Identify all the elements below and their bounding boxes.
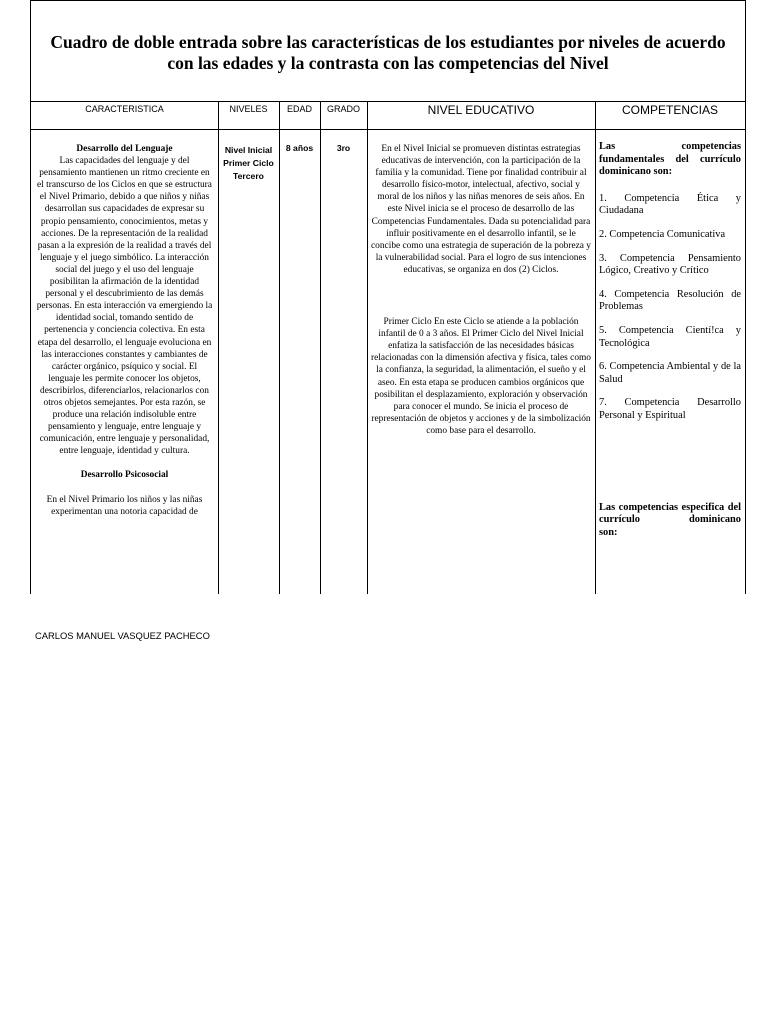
lenguaje-text: Las capacidades del lenguaje y del pensamiento mantienen un ritmo creciente en el transcurso de los Ciclos en que se estructura el Nivel Primario, debido a que niños y niñas desarrollan sus capacidades de expresar su propio pensamiento, conocimientos, metas y acciones. De la representación de la realidad pasan a la expresión de la realidad a través del lenguaje y el juego simbólico. La interacción social del juego y el uso del lenguaje posibilitan la afirmación de la identidad personal y el descubrimiento de las demás personas. En esta interacción va emergiendo la identidad social, tomando sentido de pertenencia y conciencia colectiva. En esta etapa del desarrollo, el lenguaje evoluciona en las interacciones constantes y cambiantes de carácter orgánico, psíquico y social. El lenguaje les permite conocer los objetos, describirlos, diferenciarlos, relacionarlos con otros objetos semejantes. Por esta razón, se produce una relación indisoluble entre pensamiento y lenguaje, entre lenguaje y comunicación, entre lenguaje y personalidad, entre lenguaje, identidad y cultura. <box>36 156 213 457</box>
header-nivel-educativo: NIVEL EDUCATIVO <box>367 102 595 130</box>
header-niveles: NIVELES <box>218 102 279 130</box>
nivel-educativo-paragraph-2: Primer Ciclo En este Ciclo se atiende a la población infantil de 0 a 3 años. El Primer Ciclo del Nivel Inicial enfatiza la satisfacción de las necesidades básicas relacionadas con la dimensión afectiva y física, tales como la confianza, la seguridad, la alimentación, el sueño y el aseo. En esta etapa se producen cambios orgánicos que posibilitan el desplazamiento, exploración y observación para conocer el mundo. Se inicia el proceso de representación de objetos y acciones y de la simbolización como base para el desarrollo. <box>371 317 591 436</box>
psicosocial-heading: Desarrollo Psicosocial <box>80 470 169 481</box>
double-entry-table <box>30 0 746 594</box>
competencia-item: 1. Competencia Ética y Ciudadana <box>599 192 741 217</box>
psicosocial-text: En el Nivel Primario los niños y las niñas experimentan una notoria capacidad de <box>46 494 203 517</box>
author-name: CARLOS MANUEL VASQUEZ PACHECO <box>35 630 210 641</box>
competencia-item: 5. Competencia Cientí!ca y Tecnológica <box>599 324 741 349</box>
cell-caracteristica <box>31 131 218 594</box>
competencia-item: 6. Competencia Ambiental y de la Salud <box>599 361 741 385</box>
competencia-item: 7. Competencia Desarrollo Personal y Espiritual <box>599 397 741 421</box>
header-edad: EDAD <box>279 102 320 130</box>
competencias-fundamentales-intro: Las competencias fundamentales del currículo dominicano son: <box>599 141 741 178</box>
nivel-educativo-paragraph-1: En el Nivel Inicial se promueven distintas estrategias educativas de intervención, con la participación de la familia y la comunidad. Tiene por finalidad contribuir al desarrollo físico-motor, intelectual, afectivo, social y moral de los niños y las niñas menores de seis años. En este Nivel inicia se el proceso de desarrollo de las Competencias Fundamentales. Dada su potencialidad para influir positivamente en el desarrollo infantil, se le concibe como una estrategia de superación de la pobreza y la vulnerabilidad social. Para el logro de sus intenciones educativas, se organiza en dos (2) Ciclos. <box>371 144 591 275</box>
competencias-especificas-intro: Las competencias especifica del currículo dominicano son: <box>599 501 741 538</box>
header-competencias: COMPETENCIAS <box>595 102 745 130</box>
lenguaje-heading: Desarrollo del Lenguaje <box>76 144 173 154</box>
header-grado: GRADO <box>320 102 367 130</box>
competencia-item: 2. Competencia Comunicativa <box>599 228 726 240</box>
cell-competencias <box>595 131 745 594</box>
cell-nivel-educativo <box>367 131 595 594</box>
header-caracteristica: CARACTERISTICA <box>31 102 218 130</box>
cell-niveles: Nivel Inicial Primer Ciclo Tercero <box>223 145 274 181</box>
competencia-item: 3. Competencia Pensamiento Lógico, Creativo y Crítico <box>599 252 741 277</box>
cell-grado: 3ro <box>336 143 351 153</box>
cell-edad: 8 años <box>285 143 314 153</box>
competencia-item: 4. Competencia Resolución de Problemas <box>599 288 741 313</box>
page-title: Cuadro de doble entrada sobre las características de los estudiantes por niveles de acuerdo con las edades y la contrasta con las competencias del Nivel <box>31 1 745 102</box>
